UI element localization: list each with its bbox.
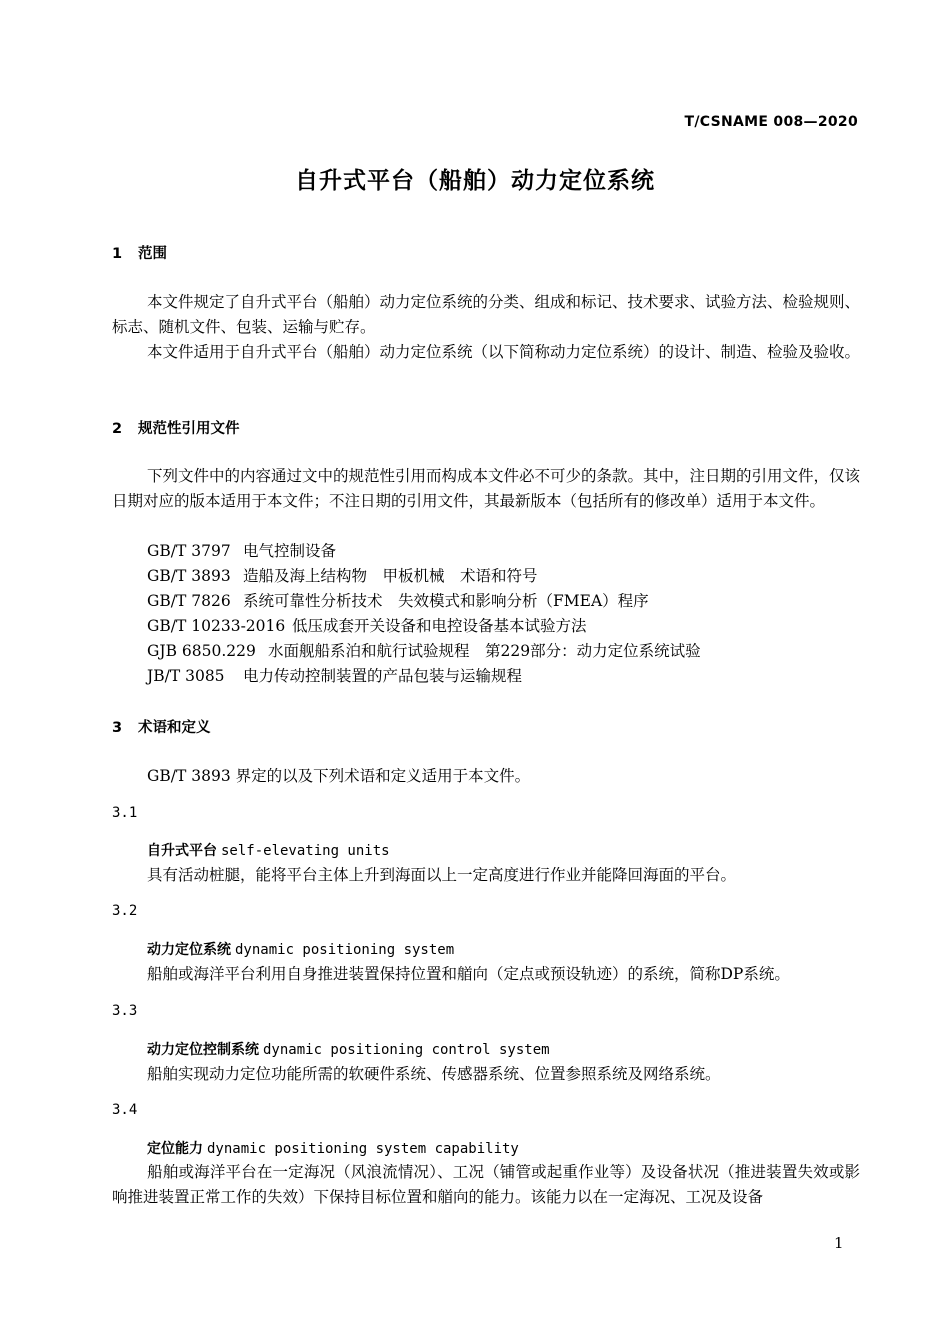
page-number: 1 [834,1234,844,1252]
term-definition [112,1160,860,1210]
section-2-heading [112,417,240,438]
reference-item [147,664,522,686]
section-number: 3 [112,720,123,736]
term-en: dynamic positioning system capability [207,1141,519,1157]
paragraph-text: 本文件规定了自升式平台（船舶）动力定位系统的分类、组成和标记、技术要求、试验方法、检验规则、标志、随机文件、包装、运输与贮存。 [112,293,861,336]
reference-item [147,614,587,636]
reference-code: GB/T 7826 [147,592,231,610]
term-number: 3.4 [112,1102,138,1118]
reference-name: 造船及海上结构物 甲板机械 术语和符号 [243,567,538,585]
reference-name: 系统可靠性分析技术 失效模式和影响分析（FMEA）程序 [243,592,649,610]
reference-code: GB/T 3797 [147,542,231,560]
section-1-paragraph-1 [112,290,860,340]
reference-name: 电力传动控制装置的产品包装与运输规程 [243,667,523,685]
reference-name: 电气控制设备 [243,542,337,560]
paragraph-text: 下列文件中的内容通过文中的规范性引用而构成本文件必不可少的条款。其中，注日期的引用文件，仅该日期对应的版本适用于本文件；不注日期的引用文件，其最新版本（包括所有的修改单）适用于本文件。 [112,467,861,510]
term-definition: 具有活动桩腿，能将平台主体上升到海面以上一定高度进行作业并能降回海面的平台。 [147,866,737,884]
reference-code: GB/T 10233-2016 [147,617,286,635]
term-zh: 定位能力 [147,1141,203,1157]
term-heading [147,840,390,860]
section-1-heading [112,242,167,263]
paragraph-text: 船舶或海洋平台在一定海况（风浪流情况）、工况（铺管或起重作业等）及设备状况（推进装置失效或影响推进装置正常工作的失效）下保持目标位置和艏向的能力。该能力以在一定海况、工况及设备 [112,1163,860,1206]
standard-number: T/CSNAME 008—2020 [684,114,858,130]
term-en: self-elevating units [221,843,390,859]
section-title: 规范性引用文件 [138,421,240,437]
section-number: 2 [112,421,123,437]
term-number: 3.2 [112,903,138,919]
term-definition: 船舶实现动力定位功能所需的软硬件系统、传感器系统、位置参照系统及网络系统。 [147,1065,721,1083]
section-3-paragraph-1: GB/T 3893 界定的以及下列术语和定义适用于本文件。 [147,767,531,785]
term-number: 3.3 [112,1003,138,1019]
reference-item [147,539,336,561]
section-2-paragraph-1 [112,464,860,514]
reference-code: GJB 6850.229 [147,642,256,660]
reference-item [147,589,649,611]
term-heading [147,939,454,959]
section-3-heading [112,716,211,737]
reference-name: 水面舰船系泊和航行试验规程 第229部分：动力定位系统试验 [268,642,701,660]
reference-item [147,564,538,586]
term-zh: 自升式平台 [147,843,217,859]
term-en: dynamic positioning control system [263,1042,550,1058]
reference-item [147,639,701,661]
section-1-paragraph-2 [112,340,860,365]
term-heading [147,1138,519,1158]
term-zh: 动力定位系统 [147,942,231,958]
reference-code: JB/T 3085 [147,667,225,685]
term-definition: 船舶或海洋平台利用自身推进装置保持位置和艏向（定点或预设轨迹）的系统，简称DP系统。 [147,965,790,983]
document-title: 自升式平台（船舶）动力定位系统 [295,168,655,194]
term-zh: 动力定位控制系统 [147,1042,259,1058]
term-number: 3.1 [112,805,138,821]
section-number: 1 [112,246,123,262]
term-en: dynamic positioning system [235,942,455,958]
section-title: 范围 [138,246,167,262]
section-title: 术语和定义 [138,720,211,736]
reference-name: 低压成套开关设备和电控设备基本试验方法 [292,617,587,635]
paragraph-text: 本文件适用于自升式平台（船舶）动力定位系统（以下简称动力定位系统）的设计、制造、检验及验收。 [147,343,861,361]
term-heading [147,1039,550,1059]
reference-code: GB/T 3893 [147,567,231,585]
